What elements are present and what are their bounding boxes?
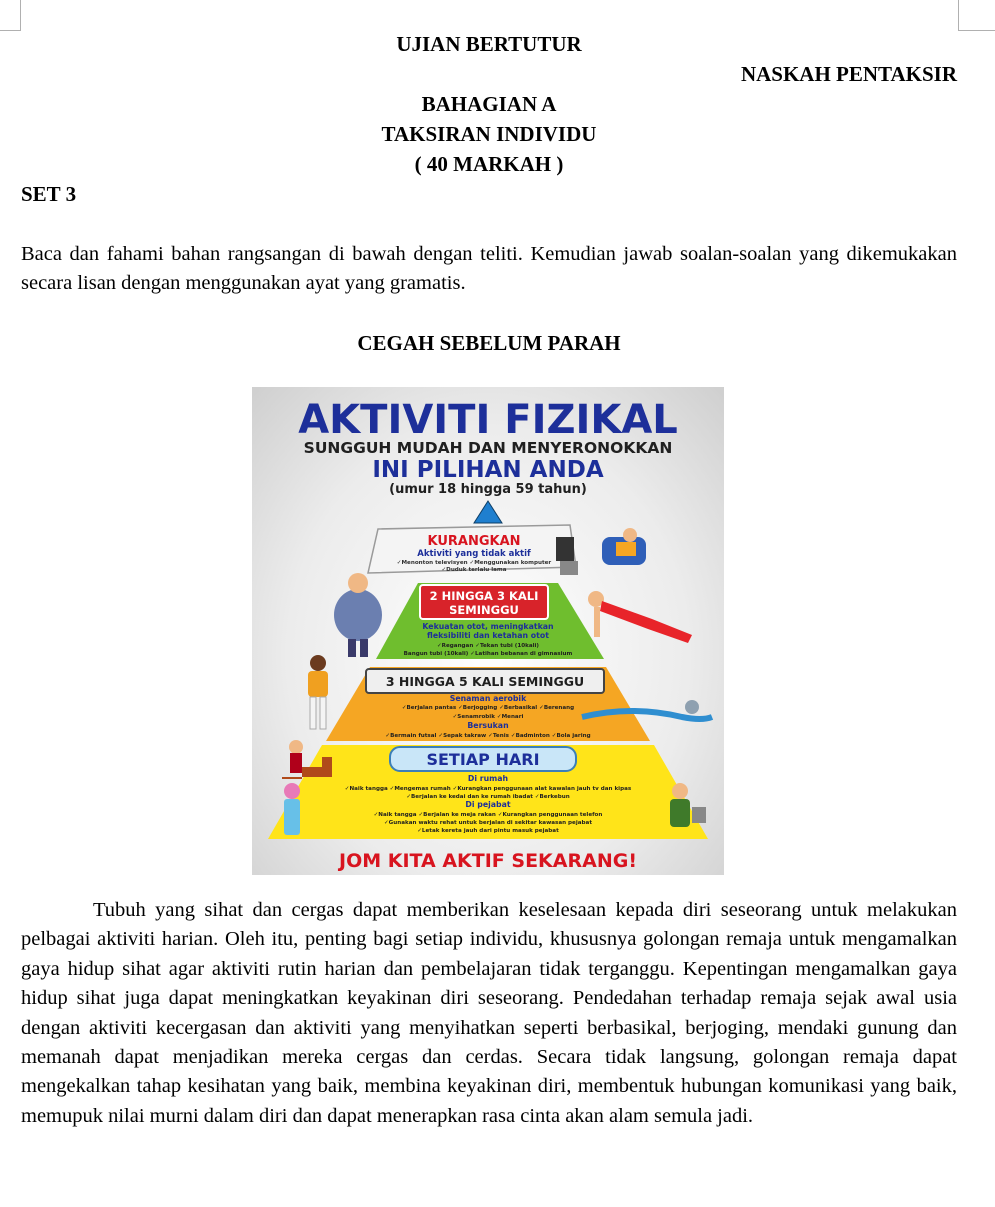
tier2-sub2: fleksibiliti dan ketahan otot [427,631,549,640]
tier2-items1: ✓Regangan ✓Tekan tubi (10kali) [437,643,539,649]
tier4-office3: ✓Letak kereta jauh dari pintu masuk pejabat [417,828,559,834]
assessment-title: TAKSIRAN INDIVIDU [381,122,597,146]
tv-icon [556,537,574,561]
tier3-items2: ✓Senamrobik ✓Menari [452,714,524,720]
tier2-items2: Bangun tubi (10kali) ✓Latihan bebanan di gimnasium [403,651,573,657]
poster-age: (umur 18 hingga 59 tahun) [389,482,587,497]
pushup-man-illustration [588,591,692,643]
tier1-sub: Aktiviti yang tidak aktif [417,549,531,559]
poster-footer: JOM KITA AKTIF SEKARANG! [339,850,637,872]
hijab-woman-illustration [284,783,300,835]
gardener-illustration [670,783,706,827]
tier2-heading1: 2 HINGGA 3 KALI [429,589,539,603]
tier4-office2: ✓Gunakan waktu rehat untuk berjalan di sekitar kawasan pejabat [384,820,592,826]
poster-choice: INI PILIHAN ANDA [372,457,604,483]
tier3-heading: 3 HINGGA 5 KALI SEMINGGU [385,674,585,689]
tier2-sub1: Kekuatan otot, meningkatkan [422,622,554,631]
poster-title: AKTIVITI FIZIKAL [298,397,678,443]
tier4-heading: SETIAP HARI [426,750,540,769]
overweight-man-illustration [334,573,382,657]
pyramid-tip [474,501,502,523]
tier4-office: Di pejabat [465,800,511,809]
section-title: BAHAGIAN A [421,92,557,116]
tier4-office1: ✓Naik tangga ✓Berjalan ke meja rakan ✓Kurangkan penggunaan telefon [373,812,603,818]
tier4-home: Di rumah [467,774,509,783]
walking-woman-illustration [308,655,328,729]
marks-label: ( 40 MARKAH ) [414,152,564,176]
set-label: SET 3 [21,182,77,206]
script-label: NASKAH PENTAKSIR [740,62,957,86]
tier4-home2: ✓Berjalan ke kedai dan ke rumah ibadat ✓Berkebun [406,794,570,800]
passage: Tubuh yang sihat dan cergas dapat memberikan keselesaan kepada diri seseorang untuk melakukan pelbagai aktiviti harian. Oleh itu, penting bagi setiap individu, khususnya golongan remaja untuk mengamalkan gaya hidup sihat agar aktiviti rutin harian dan pembelajaran tidak terganggu. Kepentingan mengamalkan gaya hidup sihat juga dapat meningkatkan keyakinan diri seseorang. Pendedahan terhadap remaja sejak awal usia dengan aktiviti kecergasan dan aktiviti yang menyihatkan seperti berbasikal, berjoging, mendaki gunung dan memanah dapat menjadikan mereka cergas dan cerdas. Secara tidak langsung, golongan remaja dapat mengekalkan tahap kesihatan yang baik, membina keyakinan diri, membentuk hubungan komunikasi yang baik, memupuk nilai murni dalam diri dan dapat menerapkan rasa cinta akan alam semula jadi. [21,899,957,1127]
exam-title: UJIAN BERTUTUR [396,32,582,56]
tier1-items2: ✓Duduk terlalu lama [441,567,507,573]
tier3-sub1: Senaman aerobik [449,694,527,703]
tier3-sub2: Bersukan [467,721,509,730]
poster-subtitle: SUNGGUH MUDAH DAN MENYERONOKKAN [303,439,673,457]
instructions: Baca dan fahami bahan rangsangan di bawah dengan teliti. Kemudian jawab soalan-soalan yang dikemukakan secara lisan dengan menggunakan ayat yang gramatis. [21,243,957,295]
tier4-home1: ✓Naik tangga ✓Mengemas rumah ✓Kurangkan penggunaan alat kawalan jauh tv dan kipas [344,786,632,792]
topic-title: CEGAH SEBELUM PARAH [357,331,621,355]
tier3-items1: ✓Berjalan pantas ✓Berjogging ✓Berbasikal ✓Berenang [401,705,575,711]
person-on-sofa-illustration [602,528,646,565]
page-corner-mark-right [958,0,995,31]
tier1-heading: KURANGKAN [427,534,521,549]
stimulus-poster [252,387,724,875]
tier3-items3: ✓Bermain futsal ✓Sepak takraw ✓Tenis ✓Badminton ✓Bola jaring [385,733,591,739]
tier1-items1: ✓Menonton televisyen ✓Menggunakan komputer [396,560,552,566]
page-corner-mark-left [0,0,21,31]
tier2-heading2: SEMINGGU [449,603,519,617]
